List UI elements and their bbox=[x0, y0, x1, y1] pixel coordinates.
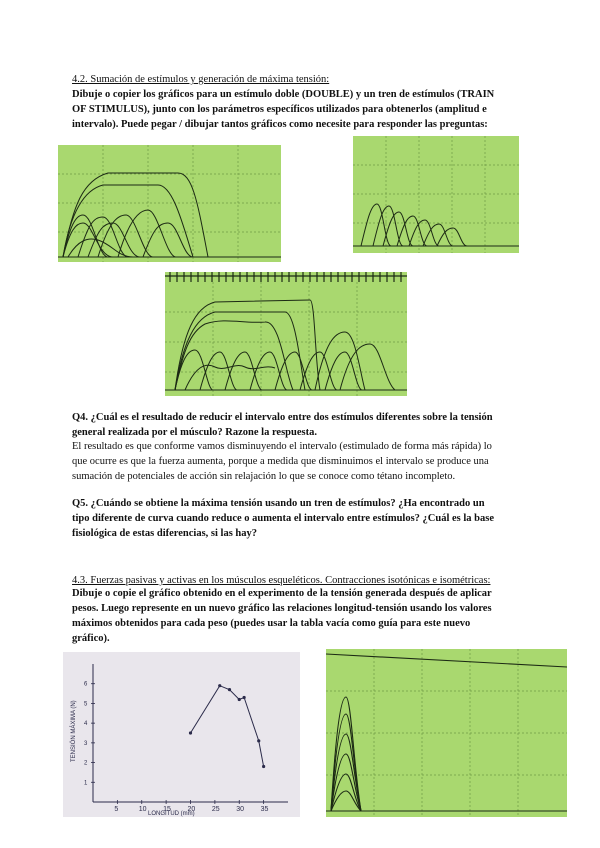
answer-line: sumación de potenciales de acción sin relajación lo que se conoce como tétano incompleto. bbox=[72, 471, 456, 482]
instruction-line: gráfico). bbox=[72, 633, 110, 644]
section-4-2-instructions bbox=[72, 87, 542, 132]
y-tick-label: 6 bbox=[84, 681, 88, 688]
instruction-line: Dibuje o copier los gráficos para un estímulo doble (DOUBLE) y un tren de estímulos (TRAIN bbox=[72, 89, 495, 100]
instruction-line: pesos. Luego represente en un nuevo gráfico las relaciones longitud-tensión usando los valores bbox=[72, 603, 492, 614]
section-4-2-heading: 4.2. Sumación de estímulos y generación de máxima tensión: bbox=[72, 74, 330, 85]
y-tick-label: 2 bbox=[84, 760, 88, 767]
y-tick-label: 1 bbox=[84, 780, 88, 787]
tension-point bbox=[238, 698, 241, 701]
section-4-3-instructions bbox=[72, 586, 552, 646]
question-line: fisiológica de estas diferencias, si las hay? bbox=[72, 528, 258, 539]
q4-answer bbox=[72, 439, 552, 484]
question-line: Q4. ¿Cuál es el resultado de reducir el intervalo entre dos estímulos diferentes sobre la tensión bbox=[72, 412, 493, 423]
q4-question bbox=[72, 410, 552, 440]
x-tick-label: 10 bbox=[138, 806, 147, 813]
instruction-line: intervalo). Puede pegar / dibujar tantos gráficos como necesite para responder las preguntas: bbox=[72, 119, 488, 130]
y-axis-label: TENSIÓN MÁXIMA (N) bbox=[71, 700, 77, 762]
weight-tension-trace-photo bbox=[326, 649, 567, 817]
x-tick-label: 5 bbox=[114, 806, 119, 813]
length-tension-hand-graph bbox=[63, 652, 300, 817]
x-tick-label: 30 bbox=[236, 806, 245, 813]
train-stimulus-summation-photo bbox=[165, 272, 407, 396]
q5-question bbox=[72, 496, 552, 541]
x-tick-label: 35 bbox=[260, 806, 269, 813]
tension-point bbox=[257, 739, 260, 742]
y-tick-label: 5 bbox=[84, 701, 88, 708]
x-tick-label: 25 bbox=[211, 806, 220, 813]
instruction-line: máximos obtenidos para cada peso (puedes usar la tabla vacía como guía para este nuevo bbox=[72, 618, 471, 629]
x-tick-label: 15 bbox=[163, 806, 171, 813]
x-axis-label: LONGITUD (mm) bbox=[148, 811, 195, 817]
section-4-3-heading: 4.3. Fuerzas pasivas y activas en los músculos esqueléticos. Contracciones isotónicas e isométricas: bbox=[72, 575, 491, 586]
question-line: general realizada por el músculo? Razone la respuesta. bbox=[72, 427, 317, 438]
tension-point bbox=[243, 696, 246, 699]
x-tick-label: 20 bbox=[187, 806, 196, 813]
answer-line: El resultado es que conforme vamos disminuyendo el intervalo (estimulado de forma más rápida) lo bbox=[72, 441, 492, 452]
question-line: Q5. ¿Cuándo se obtiene la máxima tensión usando un tren de estímulos? ¿Ha encontrado un bbox=[72, 498, 485, 509]
y-tick-label: 3 bbox=[84, 740, 88, 747]
tension-point bbox=[228, 688, 231, 691]
tension-line bbox=[191, 686, 264, 767]
train-stimulus-trace-photo bbox=[353, 136, 519, 253]
tension-point bbox=[218, 684, 221, 687]
instruction-line: Dibuje o copie el gráfico obtenido en el experimento de la tensión generada después de aplicar bbox=[72, 588, 492, 599]
tension-point bbox=[189, 731, 192, 734]
double-stimulus-trace-photo bbox=[58, 145, 281, 262]
question-line: tipo diferente de curva cuando reduce o aumenta el intervalo entre estímulos? ¿Cuál es la base bbox=[72, 513, 495, 524]
y-tick-label: 4 bbox=[84, 721, 88, 728]
instruction-line: OF STIMULUS), junto con los parámetros específicos utilizados para obtenerlos (amplitud e bbox=[72, 104, 487, 115]
tension-point bbox=[262, 765, 265, 768]
answer-line: que ocurre es que la fuerza aumenta, porque a medida que disminuimos el intervalo se produce una bbox=[72, 456, 489, 467]
